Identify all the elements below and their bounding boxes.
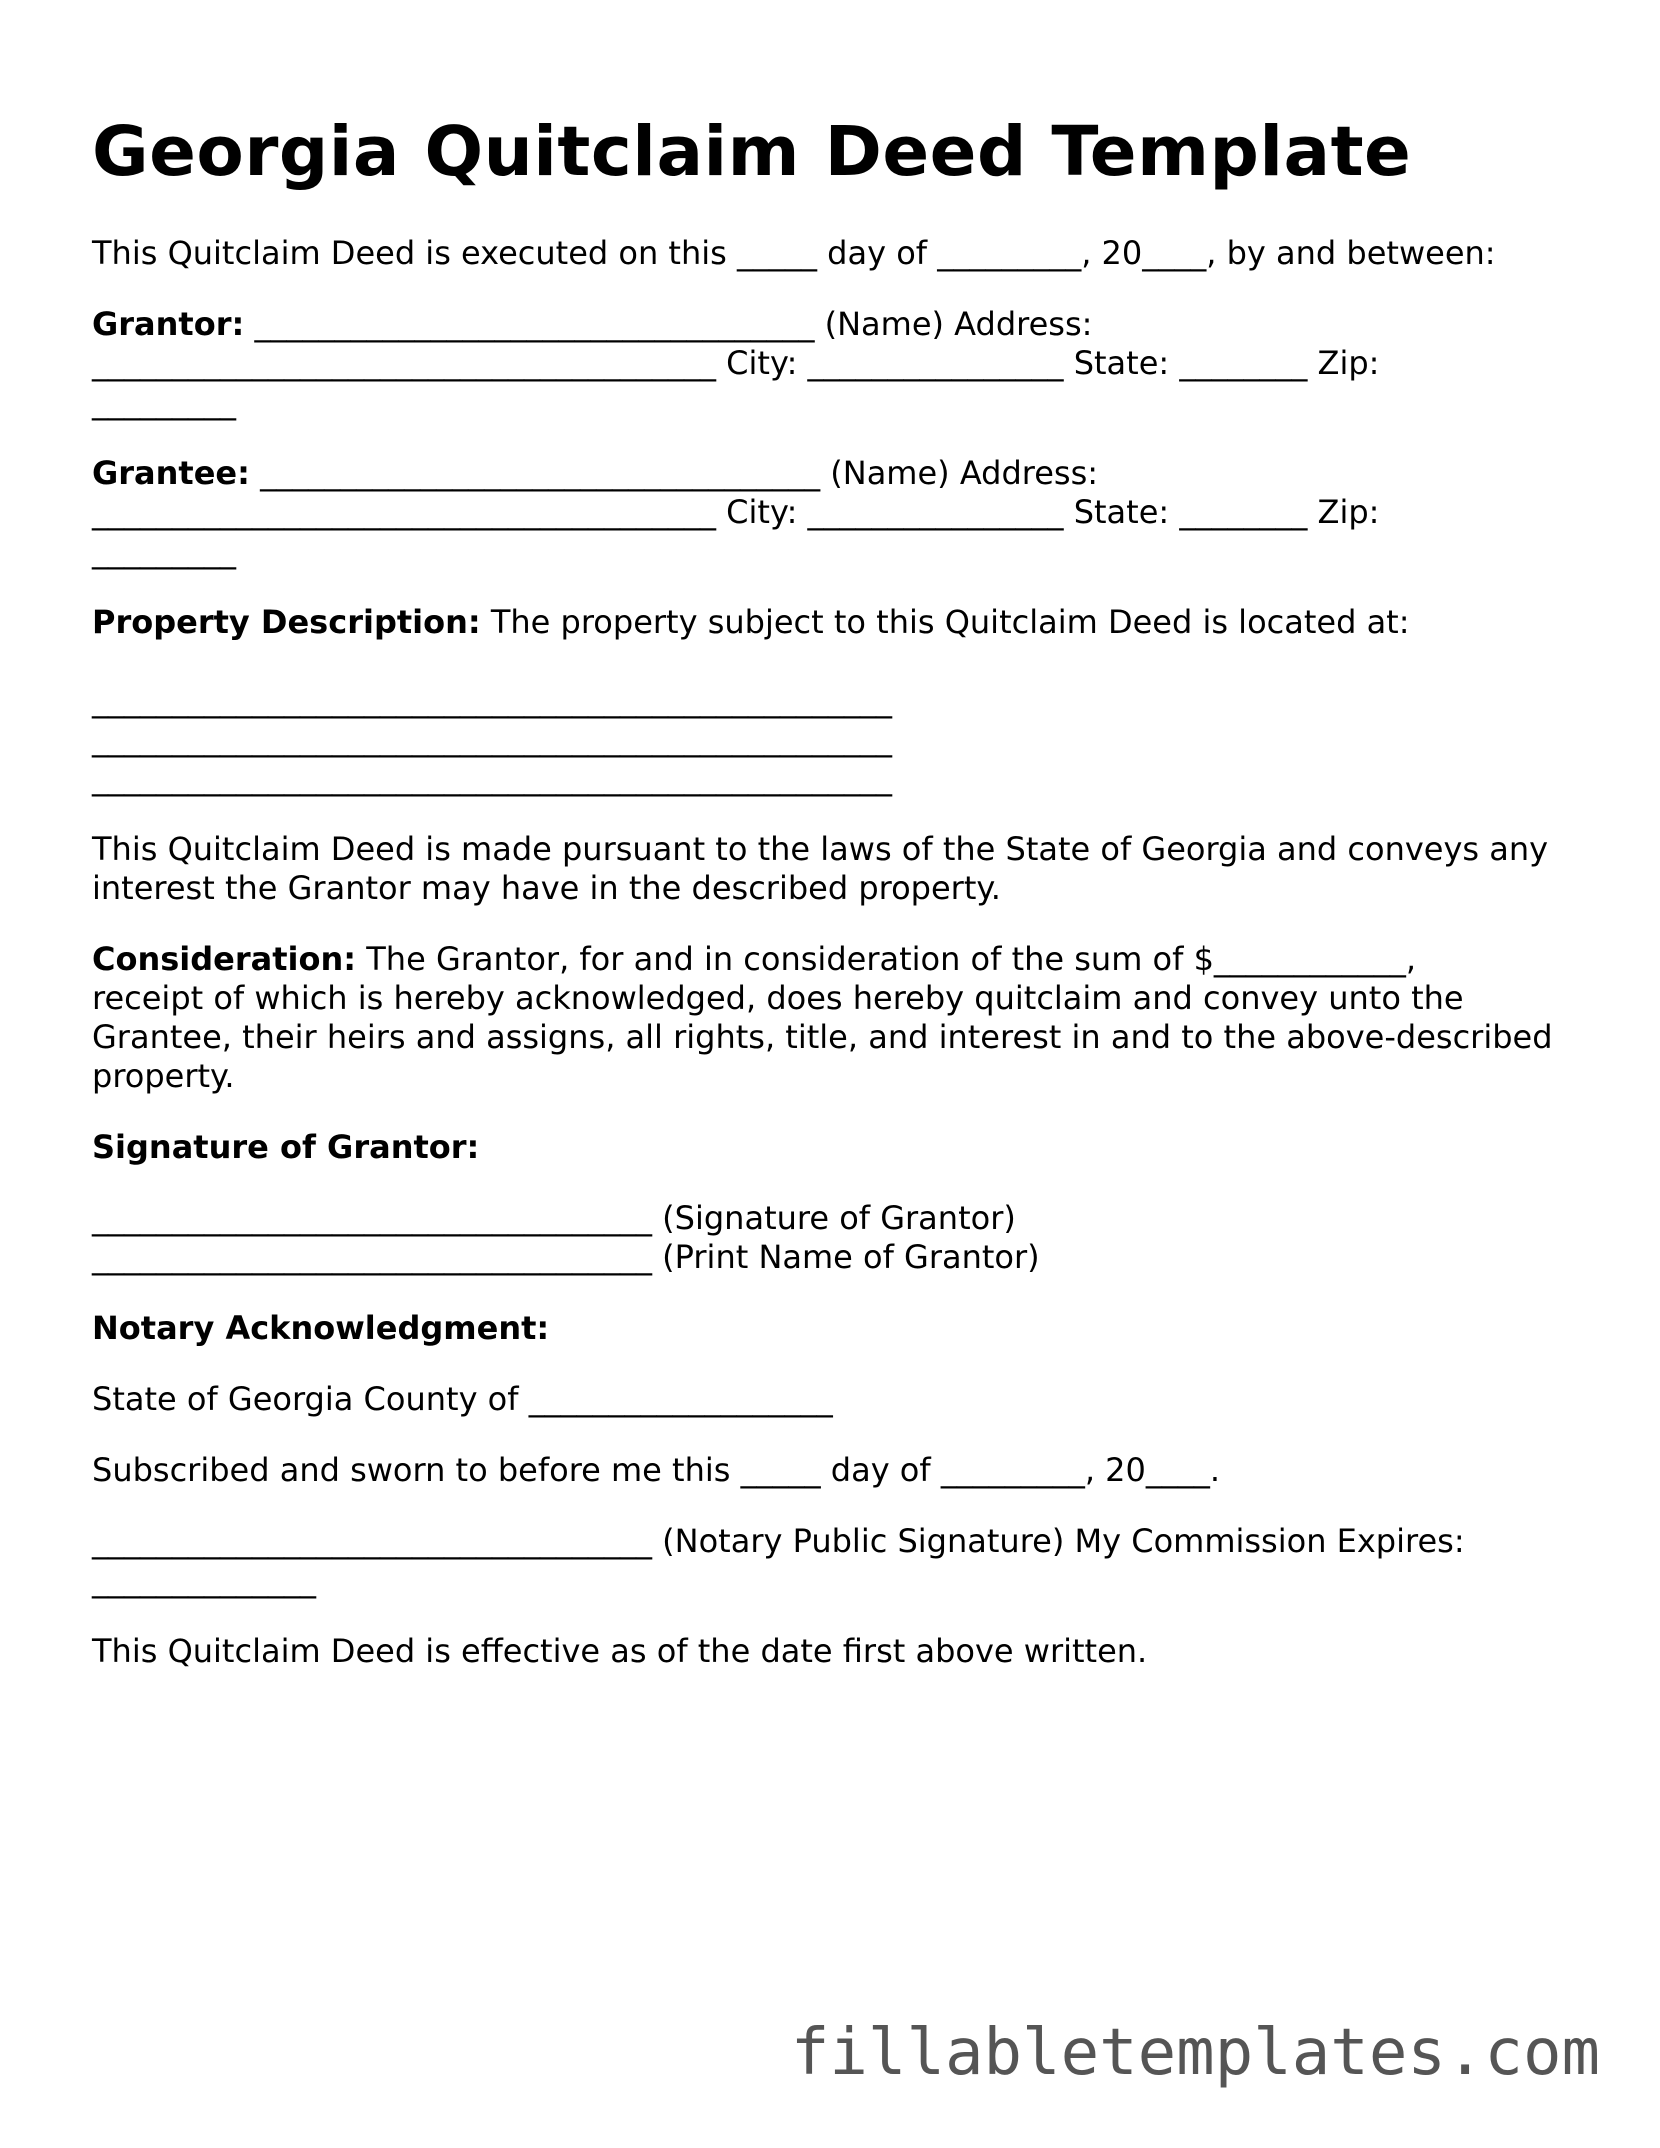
grantee-section (92, 454, 1592, 571)
notary-county-line: State of Georgia County of ___________________ (92, 1380, 833, 1418)
signature-heading: Signature of Grantor: (92, 1128, 480, 1166)
signature-lines (92, 1199, 1592, 1277)
consideration-label: Consideration: (92, 940, 357, 978)
signature-line-grantor: ___________________________________ (Signature of Grantor) (92, 1199, 1016, 1237)
property-heading (92, 603, 1592, 642)
property-text: The property subject to this Quitclaim Deed is located at: (480, 603, 1410, 641)
grantee-line-2: _______________________________________ City: ________________ State: ________ Zip: (92, 493, 1380, 531)
notary-commission-line: ______________ (92, 1561, 316, 1599)
grantor-section (92, 305, 1592, 422)
grantor-line-2: _______________________________________ City: ________________ State: ________ Zip: (92, 344, 1380, 382)
grantor-label: Grantor: (92, 305, 245, 343)
property-line: __________________________________________________ (92, 720, 892, 758)
laws-paragraph: This Quitclaim Deed is made pursuant to the laws of the State of Georgia and conveys any interest the Grantor may have in the described property. (92, 830, 1549, 907)
notary-signature-line: ___________________________________ (Notary Public Signature) My Commission Expires: (92, 1522, 1465, 1560)
grantee-label: Grantee: (92, 454, 250, 492)
grantee-name-field: ___________________________________ (Name) Address: (249, 454, 1099, 492)
signature-section (92, 1128, 1592, 1277)
grantee-line-1 (92, 454, 1592, 493)
intro-paragraph: This Quitclaim Deed is executed on this _____ day of _________, 20____, by and between: (92, 234, 1496, 272)
property-line: __________________________________________________ (92, 759, 892, 797)
notary-heading: Notary Acknowledgment: (92, 1309, 550, 1347)
property-label: Property Description: (92, 603, 481, 641)
consideration-paragraph (92, 940, 1592, 1096)
watermark-brand: fillabletemplates.com (790, 2016, 1600, 2090)
property-line: __________________________________________________ (92, 681, 892, 719)
effective-paragraph: This Quitclaim Deed is effective as of the date first above written. (92, 1632, 1148, 1670)
property-lines (92, 681, 1592, 798)
grantee-line-3: _________ (92, 532, 236, 570)
property-section (92, 603, 1592, 798)
notary-section (92, 1309, 1592, 1600)
consideration-text: The Grantor, for and in consideration of the sum of $____________, receipt of which is hereby acknowledged, does hereby quitclaim and convey unto the Grantee, their heirs and assigns, all rights, title, and interest in and to the above-described property. (92, 940, 1553, 1095)
document-page (92, 112, 1592, 1671)
grantor-name-field: ___________________________________ (Name) Address: (244, 305, 1093, 343)
grantor-line-1 (92, 305, 1592, 344)
print-name-line-grantor: ___________________________________ (Print Name of Grantor) (92, 1238, 1040, 1276)
notary-sworn-line: Subscribed and sworn to before me this _____ day of _________, 20____. (92, 1451, 1221, 1489)
document-title: Georgia Quitclaim Deed Template (92, 112, 1412, 192)
grantor-line-3: _________ (92, 383, 236, 421)
